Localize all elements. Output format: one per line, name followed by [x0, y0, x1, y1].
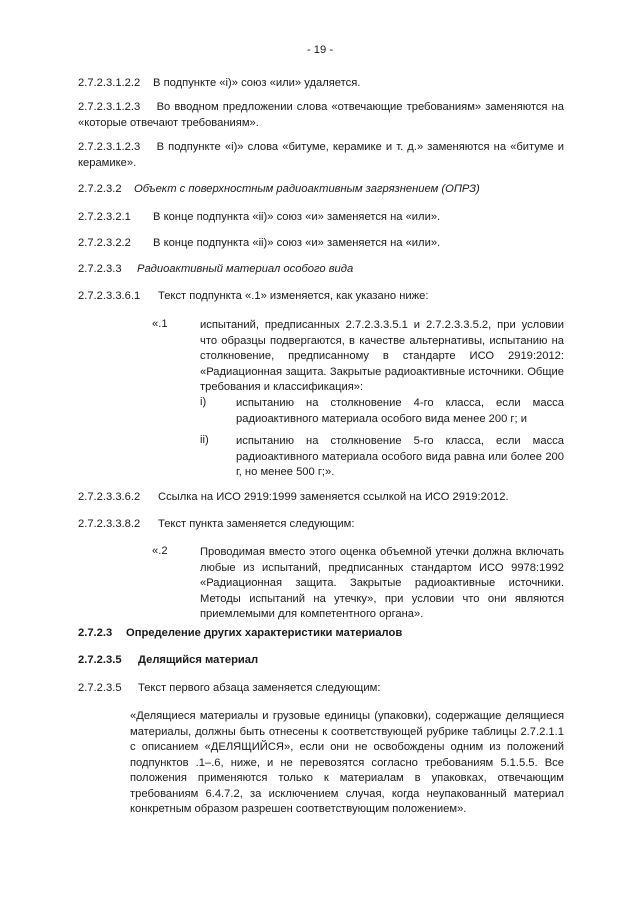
paragraph-number: 2.7.2.3.1.2.2: [78, 77, 141, 89]
page-number: - 19 -: [306, 44, 334, 56]
paragraph-text: В подпункте «i)» слова «битуме, керамике и т. д.» заменяются на «битуме и керамике».: [78, 141, 564, 169]
paragraph: [78, 140, 564, 171]
paragraph-text: Текст пункта заменяется следующим:: [158, 518, 355, 530]
quote-text: Проводимая вместо этого оценка объемной утечки должна включать любые из испытаний, предписанных стандартом ИСО 9978:1992 «Радиационная защита. Закрытые радиоактивные источники. Методы испытаний на утечку», при условии что они являются приемлемыми для компетентного органа».: [200, 546, 564, 620]
heading-title: Определение других характеристики материалов: [126, 627, 403, 639]
paragraph-number: 2.7.2.3.3: [78, 263, 122, 275]
paragraph: [78, 100, 564, 131]
section-title: Объект с поверхностным радиоактивным загрязнением (ОПРЗ): [134, 183, 480, 195]
paragraph-number: 2.7.2.3.2.2: [78, 237, 131, 249]
paragraph-number: 2.7.2.3.1.2.3: [78, 101, 141, 113]
paragraph-text: В подпункте «i)» союз «или» удаляется.: [153, 77, 361, 89]
quote-text: «Делящиеся материалы и грузовые единицы (упаковки), содержащие делящиеся материалы, должны быть отнесены к соответствующей рубрике таблицы 2.7.2.1.1 с описанием «ДЕЛЯЩИЙСЯ», если они не освобождены одним из положений подпунктов .1–.6, ниже, и не перевозятся согласно требованиям 5.1.5.5. Все положения применяются только к материалам в упаковках, отвечающим требованиям 6.4.7.2, за исключением случая, когда неупакованный материал конкретным образом разрешен соответствующим положением».: [130, 710, 564, 815]
paragraph-text: Текст первого абзаца заменяется следующим:: [138, 682, 381, 694]
paragraph-text: Ссылка на ИСО 2919:1999 заменяется ссылкой на ИСО 2919:2012.: [158, 491, 509, 503]
heading-number: 2.7.2.3.5: [78, 654, 122, 666]
heading-title: Делящийся материал: [138, 654, 259, 666]
paragraph-text: Во вводном предложении слова «отвечающие требованиям» заменяются на «которые отвечают требованиям».: [78, 101, 564, 129]
paragraph-text: Текст подпункта «.1» изменяется, как указано ниже:: [158, 290, 429, 302]
quote-text: испытаний, предписанных 2.7.2.3.3.5.1 и 2.7.2.3.3.5.2, при условии что образцы подвергаются, в качестве альтернативы, испытанию на столкновение, предписанному в стандарте ИСО 2919:2012: «Радиационная защита. Закрытые радиоактивные источники. Общие требования и классификация»:: [200, 319, 564, 393]
heading-number: 2.7.2.3: [78, 627, 113, 639]
section-title: Радиоактивный материал особого вида: [137, 263, 354, 275]
paragraph-number: 2.7.2.3.1.2.3: [78, 141, 141, 153]
paragraph-number: 2.7.2.3.3.8.2: [78, 518, 141, 530]
quote-label: «.2: [152, 545, 168, 557]
list-item-text: испытанию на столкновение 5-го класса, если масса радиоактивного материала особого вида равна или более 200 г, но менее 500 г;».: [236, 435, 564, 478]
paragraph-number: 2.7.2.3.2.1: [78, 211, 131, 223]
list-label: i): [200, 396, 207, 408]
paragraph-number: 2.7.2.3.3.6.1: [78, 290, 141, 302]
list-item-text: испытанию на столкновение 4-го класса, если масса радиоактивного материала особого вида менее 200 г; и: [236, 397, 564, 425]
paragraph-text: В конце подпункта «ii)» союз «и» заменяется на «или».: [153, 237, 441, 249]
paragraph-number: 2.7.2.3.5: [78, 682, 122, 694]
quote-label: «.1: [152, 318, 168, 330]
list-label: ii): [200, 434, 209, 446]
paragraph-number: 2.7.2.3.3.6.2: [78, 491, 141, 503]
paragraph-text: В конце подпункта «ii)» союз «и» заменяется на «или».: [153, 211, 441, 223]
paragraph-number: 2.7.2.3.2: [78, 183, 122, 195]
